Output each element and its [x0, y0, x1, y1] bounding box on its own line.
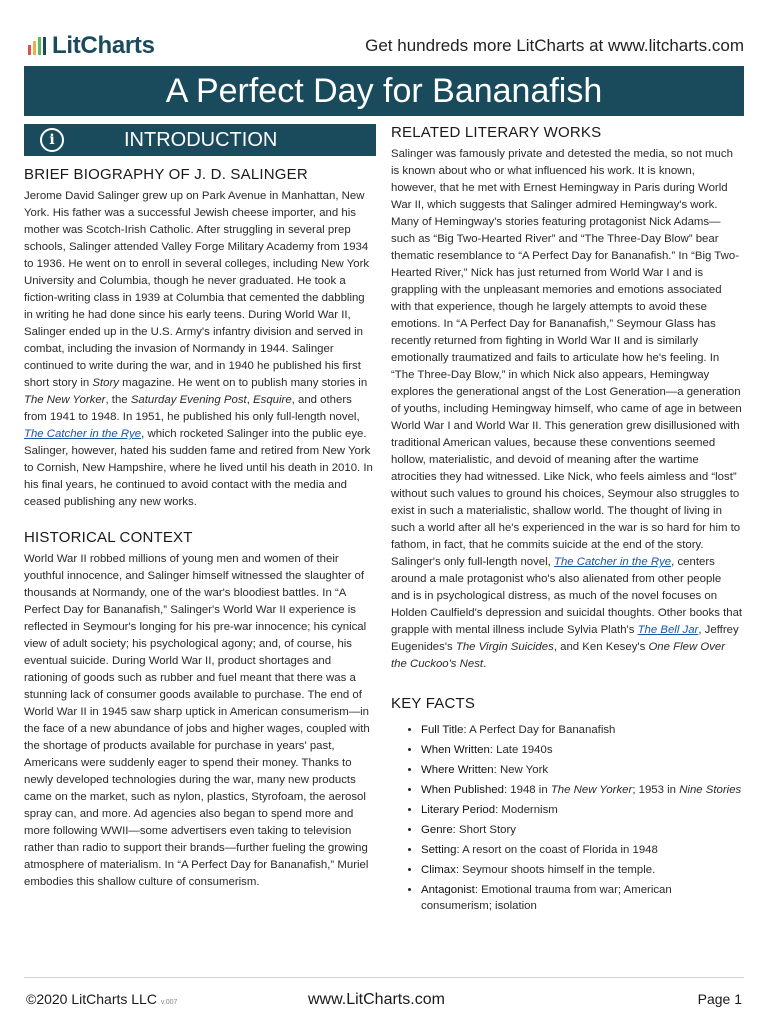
introduction-banner: [24, 124, 376, 156]
key-facts-heading: KEY FACTS: [391, 695, 476, 712]
fact-antagonist: • Antagonist: Emotional trauma from war; American consumerism; isolation: [421, 882, 743, 914]
introduction-label: INTRODUCTION: [124, 128, 278, 151]
footer-copyright: ©2020 LitCharts LLC v.007: [26, 991, 178, 1007]
left-column: [24, 124, 376, 891]
biography-text: Jerome David Salinger grew up on Park Avenue in Manhattan, New York. His father was a successful Jewish cheese importer, and his mother was Scotch-Irish Catholic. After struggling in several prep schools, Salinger attended Valley Forge Military Academy from 1934 to 1936. He went on to enroll in several colleges, including New York University and Columbia, though he never graduated. He took a fiction-writing class in 1939 at Columbia that cemented the dabbling in writing he had done since his early teens. During World War II, Salinger ended up in the U.S. Army's infantry division and served in combat, including the invasion of Normandy in 1944. Salinger continued to write during the war, and in 1940 he published his first short story in Story magazine. He went on to publish many stories in The New Yorker, the Saturday Evening Post, Esquire, and others from 1941 to 1948. In 1951, he published his only full-length novel, The Catcher in the Rye, which rocketed Salinger into the public eye. Salinger, however, hated his sudden fame and retired from New York to Cornish, New Hampshire, where he lived until his death in 2010. In his final years, he continued to avoid contact with the media and ceased publishing any new works.: [24, 190, 373, 508]
version-label: v.007: [160, 999, 178, 1006]
catcher-in-the-rye-link[interactable]: The Catcher in the Rye: [554, 556, 672, 568]
page-number: Page 1: [697, 991, 742, 1007]
footer-url-link[interactable]: www.LitCharts.com: [308, 991, 445, 1008]
document-title: A Perfect Day for Bananafish: [24, 66, 744, 116]
footer-divider: [24, 977, 744, 978]
fact-when-written: • When Written: Late 1940s: [421, 742, 743, 758]
historical-context-text: World War II robbed millions of young men and women of their youthful innocence, and Salinger himself witnessed the slaughter of thousands at Normandy, one of the war's bloodiest battles. In “A Perfect Day for Bananafish,” Salinger's World War II experience is reflected in Seymour's longing for his pre-war innocence; his cynical view of adult society; his psychological agony; and, of course, his eventual suicide. During World War II, product shortages and rationing of goods such as rubber and fuel meant that there was a stunning lack of consumer goods available to purchase. The end of World War II in 1945 saw sharp uptick in American consumerism—in the face of a new abundance of jobs and higher wages, coupled with the shortage of products available for purchase in years' past, Americans were suddenly eager to spend their money. Thanks to newly developed technologies during the war, many new products came on the market, such as nylon, plastics, Styrofoam, the aerosol spray can, and more. Ad agencies also began to spend more and more following WWII—some advertisers even taking to television rather than radio to support their brands—further fueling the growing atmosphere of materialism. In “A Perfect Day for Bananafish,” Muriel embodies this shallow culture of consumerism.: [24, 553, 370, 888]
biography-heading: BRIEF BIOGRAPHY OF J. D. SALINGER: [24, 166, 308, 183]
key-facts-section: [391, 695, 743, 914]
related-works-heading: RELATED LITERARY WORKS: [391, 124, 602, 141]
fact-genre: • Genre: Short Story: [421, 822, 743, 838]
catcher-in-the-rye-link[interactable]: The Catcher in the Rye: [24, 428, 142, 440]
fact-climax: • Climax: Seymour shoots himself in the temple.: [421, 862, 743, 878]
fact-literary-period: • Literary Period: Modernism: [421, 802, 743, 818]
litcharts-logo[interactable]: [28, 32, 155, 60]
fact-setting: • Setting: A resort on the coast of Florida in 1948: [421, 842, 743, 858]
historical-context-section: [24, 529, 376, 891]
fact-where-written: • Where Written: New York: [421, 762, 743, 778]
related-works-section: [391, 124, 743, 673]
logo-text: LitCharts: [52, 32, 155, 59]
key-facts-list: [391, 722, 743, 914]
logo-bars-icon: [28, 37, 46, 55]
page-header: [24, 26, 744, 66]
historical-context-heading: HISTORICAL CONTEXT: [24, 529, 193, 546]
info-icon: i: [40, 128, 64, 152]
fact-when-published: • When Published: 1948 in The New Yorker; 1953 in Nine Stories: [421, 782, 743, 798]
right-column: [391, 124, 743, 918]
related-works-text: Salinger was famously private and detested the media, so not much is known about who or what influenced his work. It is known, however, that he met with Ernest Hemingway in Paris during World War II, which suggests that Salinger admired Hemingway's work. Many of Hemingway's stories featuring protagonist Nick Adams—such as “Big Two-Hearted River” and “The Three-Day Blow” bear thematic resemblance to “A Perfect Day for Bananafish.” In “Big Two-Hearted River,” Nick has just returned from World War I and is grappling with the unpleasant memories and emotions associated with that experience, though he largely attempts to avoid these emotions. In “A Perfect Day for Bananafish,” Seymour Glass has recently returned from fighting in World War II and is similarly emotionally traumatized and fails to articulate how he's feeling. In “The Three-Day Blow,” in which Nick also appears, Hemingway explores the generational angst of the Lost Generation—a generation of youths, including Hemingway himself, who came of age in between World War I and World War II. This generation grew disillusioned with traditional American values, because these conventions seemed hollow, materialistic, and devoid of meaning after the wartime atrocities they had witnessed. Like Nick, who feels aimless and “lost” without such values to ground his choices, Seymour also struggles to exist in such a materialistic, shallow world. The thought of living in such a world after all he's experienced in the war is so hard for him to fathom, in fact, that he commits suicide at the end of the story. Salinger's only full-length novel, The Catcher in the Rye, centers around a male protagonist who's also alienated from other people and is in psychological distress, as much of the novel focuses on Holden Caulfield's depression and suicidal thoughts. Other books that grapple with mental illness include Sylvia Plath's The Bell Jar, Jeffrey Eugenides's The Virgin Suicides, and Ken Kesey's One Flew Over the Cuckoo's Nest.: [391, 148, 743, 670]
fact-full-title: • Full Title: A Perfect Day for Bananafish: [421, 722, 743, 738]
biography-section: [24, 166, 376, 511]
bell-jar-link[interactable]: The Bell Jar: [637, 624, 699, 636]
promo-text: Get hundreds more LitCharts at www.litcharts.com: [365, 36, 744, 55]
